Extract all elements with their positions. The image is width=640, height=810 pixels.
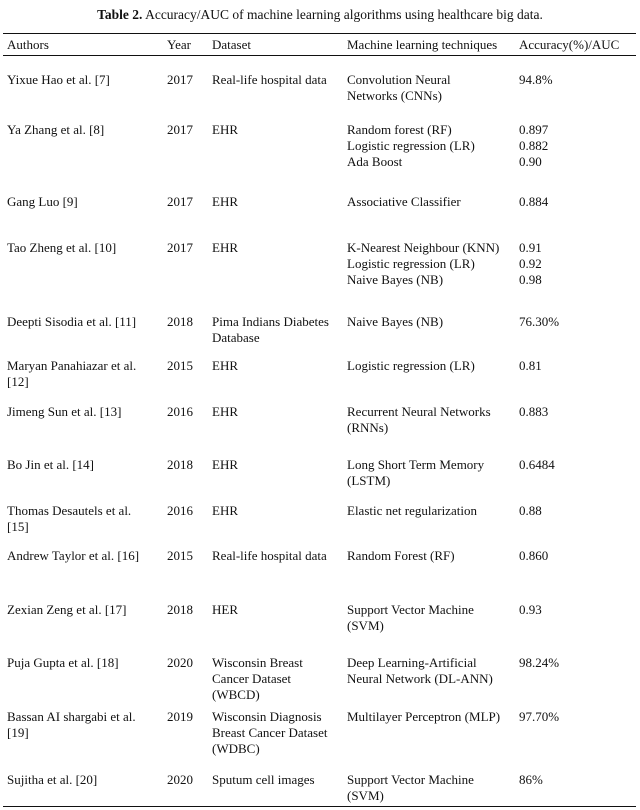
cell-dataset: EHR [212,194,238,209]
cell-dataset: EHR [212,404,238,419]
cell-authors: Gang Luo [9] [7,194,78,209]
cell-year: 2017 [167,194,193,209]
cell-authors: Thomas Desautels et al. [15] [7,503,132,534]
header-authors: Authors [7,37,49,52]
cell-accuracy: 0.897 0.882 0.90 [519,122,549,169]
cell-authors: Bassan AI shargabi et al. [19] [7,709,136,740]
header-rule [3,55,636,56]
header-techniques: Machine learning techniques [347,37,498,52]
cell-dataset: EHR [212,503,238,518]
header-dataset: Dataset [212,37,251,52]
cell-dataset: Pima Indians Diabetes Database [212,314,329,345]
cell-year: 2017 [167,122,193,137]
header-accuracy: Accuracy(%)/AUC [519,37,620,52]
cell-accuracy: 94.8% [519,72,553,87]
cell-accuracy: 0.93 [519,602,542,617]
cell-authors: Tao Zheng et al. [10] [7,240,117,255]
cell-techniques: Convolution Neural Networks (CNNs) [347,72,451,103]
cell-authors: Deepti Sisodia et al. [11] [7,314,137,329]
cell-dataset: EHR [212,122,238,137]
cell-accuracy: 0.6484 [519,457,555,472]
cell-year: 2016 [167,503,193,518]
table-caption [0,7,640,23]
cell-year: 2015 [167,548,193,563]
cell-techniques: Support Vector Machine (SVM) [347,772,474,803]
bottom-rule [3,806,636,807]
cell-techniques: Random forest (RF) Logistic regression (LR) Ada Boost [347,122,475,169]
cell-year: 2017 [167,72,193,87]
cell-accuracy: 97.70% [519,709,560,724]
cell-accuracy: 0.884 [519,194,549,209]
cell-techniques: Associative Classifier [347,194,461,209]
cell-dataset: Sputum cell images [212,772,315,787]
cell-year: 2018 [167,602,193,617]
cell-authors: Yixue Hao et al. [7] [7,72,110,87]
cell-accuracy: 76.30% [519,314,560,329]
cell-techniques: Naive Bayes (NB) [347,314,444,329]
cell-accuracy: 0.91 0.92 0.98 [519,240,542,287]
cell-authors: Puja Gupta et al. [18] [7,655,119,670]
cell-authors: Ya Zhang et al. [8] [7,122,105,137]
cell-accuracy: 0.883 [519,404,549,419]
cell-dataset: EHR [212,358,238,373]
table-caption-text: Accuracy/AUC of machine learning algorithms using healthcare big data. [145,7,543,22]
cell-year: 2020 [167,655,193,670]
cell-authors: Bo Jin et al. [14] [7,457,95,472]
cell-accuracy: 0.88 [519,503,542,518]
cell-accuracy: 0.81 [519,358,542,373]
cell-dataset: Wisconsin Breast Cancer Dataset (WBCD) [212,655,303,702]
cell-year: 2018 [167,314,193,329]
header-year: Year [167,37,191,52]
cell-techniques: Logistic regression (LR) [347,358,475,373]
cell-techniques: Deep Learning-Artificial Neural Network (DL-ANN) [347,655,493,686]
cell-year: 2019 [167,709,193,724]
cell-authors: Jimeng Sun et al. [13] [7,404,122,419]
cell-dataset: EHR [212,240,238,255]
cell-techniques: Multilayer Perceptron (MLP) [347,709,501,724]
cell-accuracy: 98.24% [519,655,560,670]
cell-techniques: K-Nearest Neighbour (KNN) Logistic regression (LR) Naive Bayes (NB) [347,240,500,287]
cell-authors: Zexian Zeng et al. [17] [7,602,127,617]
cell-techniques: Elastic net regularization [347,503,477,518]
cell-accuracy: 86% [519,772,543,787]
cell-authors: Maryan Panahiazar et al. [12] [7,358,137,389]
cell-dataset: EHR [212,457,238,472]
cell-year: 2017 [167,240,193,255]
cell-authors: Andrew Taylor et al. [16] [7,548,140,563]
table-caption-label: Table 2. [97,7,143,22]
cell-dataset: HER [212,602,238,617]
cell-techniques: Support Vector Machine (SVM) [347,602,474,633]
cell-year: 2018 [167,457,193,472]
cell-dataset: Real-life hospital data [212,548,327,563]
cell-techniques: Long Short Term Memory (LSTM) [347,457,485,488]
cell-year: 2015 [167,358,193,373]
cell-authors: Sujitha et al. [20] [7,772,98,787]
cell-techniques: Recurrent Neural Networks (RNNs) [347,404,491,435]
cell-dataset: Real-life hospital data [212,72,327,87]
cell-accuracy: 0.860 [519,548,549,563]
top-rule [3,33,636,34]
cell-techniques: Random Forest (RF) [347,548,455,563]
cell-year: 2020 [167,772,193,787]
cell-year: 2016 [167,404,193,419]
cell-dataset: Wisconsin Diagnosis Breast Cancer Dataset (WDBC) [212,709,328,756]
